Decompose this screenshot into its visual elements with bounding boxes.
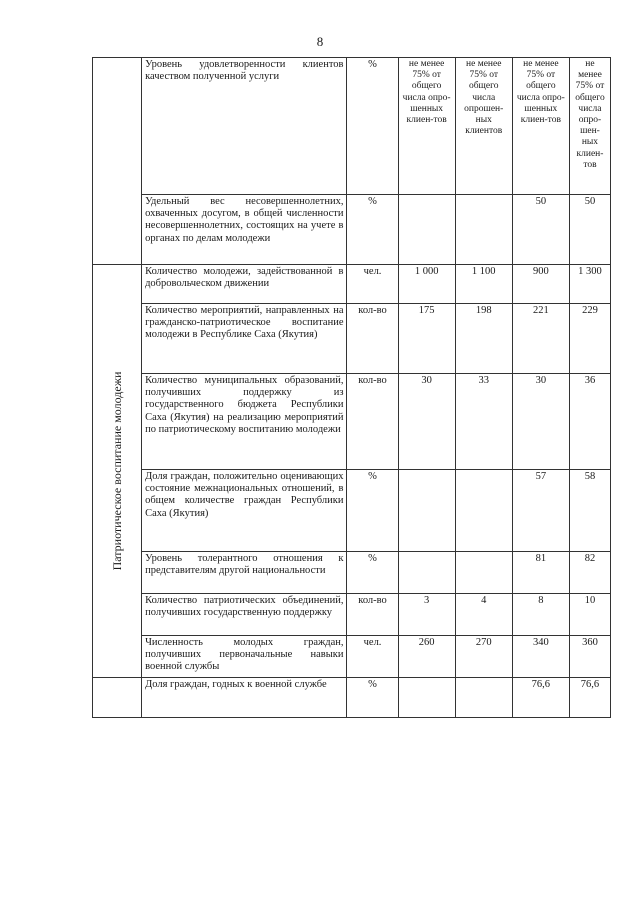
table-row (93, 594, 611, 636)
unit-cell: чел. (347, 265, 398, 304)
value-cell-1 (398, 470, 455, 552)
value-cell-3: 76,6 (512, 678, 569, 718)
value-cell-2: не менее 75% от общего числа опрошен-ных клиентов (455, 58, 512, 195)
table-row (93, 636, 611, 678)
value-cell-4: 50 (569, 195, 610, 265)
unit-cell: % (347, 58, 398, 195)
value-cell-2: 270 (455, 636, 512, 678)
table-row (93, 265, 611, 304)
value-cell-3: 30 (512, 374, 569, 470)
value-cell-1: 260 (398, 636, 455, 678)
value-cell-3: 340 (512, 636, 569, 678)
value-cell-4: не менее 75% от общего числа опро-шен-ных клиен-тов (569, 58, 610, 195)
value-cell-2 (455, 195, 512, 265)
section-cell-empty (93, 58, 142, 265)
indicator-cell: Количество муниципальных образований, получивших поддержку из государственного бюджета Республики Саха (Якутия) на реализацию мероприятий по патриотическому воспитанию молодежи (142, 374, 347, 470)
indicator-cell: Уровень толерантного отношения к представителям другой национальности (142, 552, 347, 594)
value-cell-4: 10 (569, 594, 610, 636)
table-row (93, 678, 611, 718)
indicator-cell: Доля граждан, годных к военной службе (142, 678, 347, 718)
value-cell-4: 82 (569, 552, 610, 594)
value-cell-3: не менее 75% от общего числа опро-шенных клиен-тов (512, 58, 569, 195)
value-cell-1: 3 (398, 594, 455, 636)
table-row (93, 195, 611, 265)
unit-cell: кол-во (347, 594, 398, 636)
section-label: Патриотическое воспитание молодежи (109, 371, 124, 571)
value-cell-4: 229 (569, 304, 610, 374)
unit-cell: кол-во (347, 374, 398, 470)
table-row (93, 552, 611, 594)
value-cell-2: 4 (455, 594, 512, 636)
value-cell-4: 76,6 (569, 678, 610, 718)
unit-cell: чел. (347, 636, 398, 678)
value-cell-1: 30 (398, 374, 455, 470)
value-cell-3: 50 (512, 195, 569, 265)
value-cell-2: 198 (455, 304, 512, 374)
indicator-cell: Количество мероприятий, направленных на гражданско-патриотическое воспитание молодежи в Республике Саха (Якутия) (142, 304, 347, 374)
value-cell-1: 175 (398, 304, 455, 374)
table-row (93, 470, 611, 552)
indicator-cell: Количество патриотических объединений, получивших государственную поддержку (142, 594, 347, 636)
value-cell-1: не менее 75% от общего числа опро-шенных клиен-тов (398, 58, 455, 195)
table-row (93, 304, 611, 374)
value-cell-1: 1 000 (398, 265, 455, 304)
value-cell-2 (455, 678, 512, 718)
table-row (93, 374, 611, 470)
value-cell-3: 8 (512, 594, 569, 636)
value-cell-2: 1 100 (455, 265, 512, 304)
indicators-table (92, 57, 611, 718)
value-cell-3: 900 (512, 265, 569, 304)
indicator-cell: Доля граждан, положительно оценивающих состояние межнациональных отношений, в общем количестве граждан Республики Саха (Якутия) (142, 470, 347, 552)
value-cell-1 (398, 552, 455, 594)
unit-cell: % (347, 552, 398, 594)
unit-cell: % (347, 678, 398, 718)
unit-cell: % (347, 470, 398, 552)
page-number: 8 (316, 34, 324, 49)
value-cell-1 (398, 678, 455, 718)
unit-cell: % (347, 195, 398, 265)
unit-cell: кол-во (347, 304, 398, 374)
indicator-cell: Удельный вес несовершеннолетних, охваченных досугом, в общей численности несовершеннолетних, состоящих на учете в органах по делам молодежи (142, 195, 347, 265)
value-cell-3: 57 (512, 470, 569, 552)
value-cell-4: 1 300 (569, 265, 610, 304)
section-cell-empty (93, 678, 142, 718)
value-cell-3: 221 (512, 304, 569, 374)
value-cell-4: 36 (569, 374, 610, 470)
indicator-cell: Численность молодых граждан, получивших первоначальные навыки военной службы (142, 636, 347, 678)
value-cell-1 (398, 195, 455, 265)
table-row (93, 58, 611, 195)
indicator-cell: Количество молодежи, задействованной в добровольческом движении (142, 265, 347, 304)
value-cell-2 (455, 552, 512, 594)
value-cell-4: 360 (569, 636, 610, 678)
value-cell-2 (455, 470, 512, 552)
indicator-cell: Уровень удовлетворенности клиентов качеством полученной услуги (142, 58, 347, 195)
value-cell-4: 58 (569, 470, 610, 552)
value-cell-2: 33 (455, 374, 512, 470)
value-cell-3: 81 (512, 552, 569, 594)
section-cell (93, 265, 142, 678)
